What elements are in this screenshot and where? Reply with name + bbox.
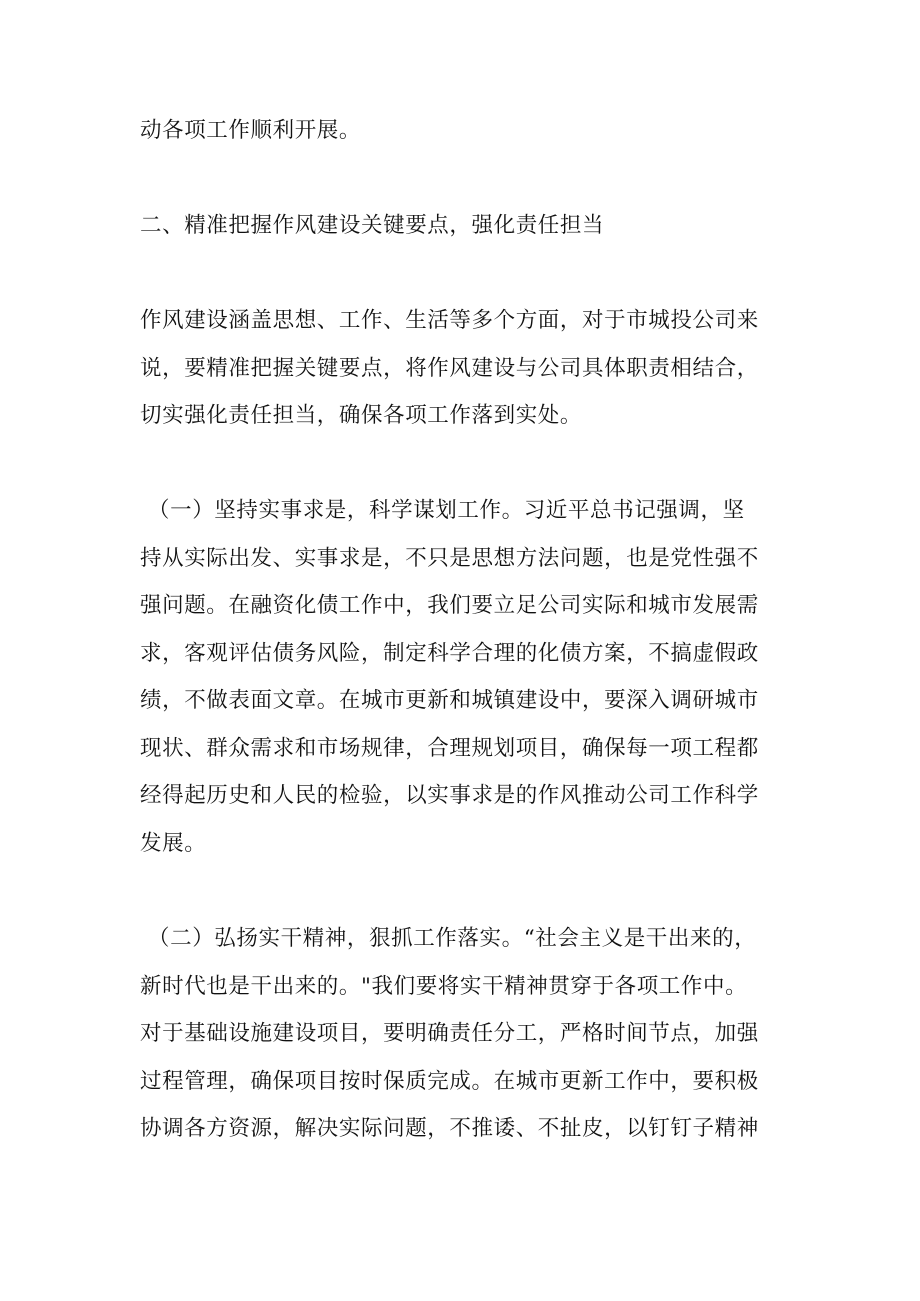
- paragraph-line: 发展。: [140, 831, 207, 856]
- section-heading: 二、精准把握作风建设关键要点，强化责任担当: [140, 213, 605, 238]
- paragraph-line: 协调各方资源，解决实际问题，不推诿、不扯皮，以钉钉子精神: [140, 1116, 759, 1141]
- paragraph-line: 动各项工作顺利开展。: [140, 118, 362, 143]
- paragraph-line: 绩，不做表面文章。在城市更新和城镇建设中，要深入调研城市: [140, 688, 759, 713]
- paragraph-line: （一）坚持实事求是，科学谋划工作。习近平总书记强调，坚: [148, 498, 745, 523]
- paragraph-line: 说，要精准把握关键要点，将作风建设与公司具体职责相结合，: [140, 356, 759, 381]
- paragraph-line: 新时代也是干出来的。"我们要将实干精神贯穿于各项工作中。: [140, 974, 748, 999]
- paragraph-line: （二）弘扬实干精神，狠抓工作落实。“社会主义是干出来的，: [148, 926, 757, 951]
- paragraph-line: 求，客观评估债务风险，制定科学合理的化债方案，不搞虚假政: [140, 641, 759, 666]
- paragraph-line: 持从实际出发、实事求是，不只是思想方法问题，也是党性强不: [140, 546, 759, 571]
- paragraph-line: 作风建设涵盖思想、工作、生活等多个方面，对于市城投公司来: [140, 308, 759, 333]
- paragraph-line: 现状、群众需求和市场规律，合理规划项目，确保每一项工程都: [140, 736, 759, 761]
- paragraph-line: 对于基础设施建设项目，要明确责任分工，严格时间节点，加强: [140, 1021, 759, 1046]
- paragraph-line: 过程管理，确保项目按时保质完成。在城市更新工作中，要积极: [140, 1069, 759, 1094]
- paragraph-line: 切实强化责任担当，确保各项工作落到实处。: [140, 403, 583, 428]
- paragraph-line: 经得起历史和人民的检验，以实事求是的作风推动公司工作科学: [140, 783, 759, 808]
- paragraph-line: 强问题。在融资化债工作中，我们要立足公司实际和城市发展需: [140, 593, 759, 618]
